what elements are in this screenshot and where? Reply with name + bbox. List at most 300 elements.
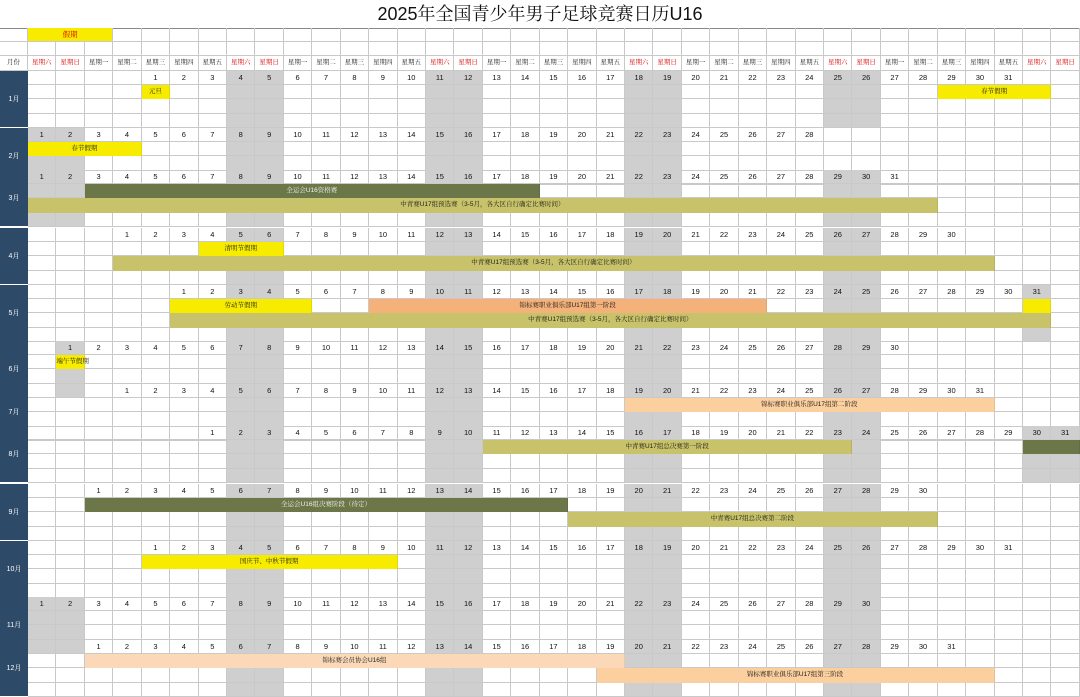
day-cell[interactable]: 4	[255, 285, 283, 299]
day-cell[interactable]: 26	[796, 640, 824, 654]
day-cell[interactable]: 9	[369, 71, 397, 85]
day-cell[interactable]: 21	[682, 384, 710, 398]
day-cell[interactable]: 29	[852, 341, 880, 355]
day-cell[interactable]: 22	[739, 541, 767, 555]
day-cell[interactable]: 11	[483, 426, 511, 440]
day-cell[interactable]: 31	[966, 384, 994, 398]
day-cell[interactable]: 24	[682, 597, 710, 611]
day-cell[interactable]: 15	[426, 597, 454, 611]
day-cell[interactable]: 3	[142, 640, 170, 654]
day-cell[interactable]: 20	[653, 384, 681, 398]
day-cell[interactable]: 13	[426, 484, 454, 498]
day-cell[interactable]: 25	[796, 384, 824, 398]
day-cell[interactable]: 15	[597, 426, 625, 440]
day-cell[interactable]: 6	[227, 640, 255, 654]
day-cell[interactable]: 4	[142, 341, 170, 355]
day-cell[interactable]: 22	[739, 71, 767, 85]
day-cell[interactable]: 13	[454, 228, 482, 242]
day-cell[interactable]: 23	[710, 640, 738, 654]
day-cell[interactable]: 21	[767, 426, 795, 440]
day-cell[interactable]: 3	[199, 71, 227, 85]
day-cell[interactable]: 12	[454, 541, 482, 555]
day-cell[interactable]: 18	[568, 484, 596, 498]
day-cell[interactable]: 29	[909, 228, 937, 242]
day-cell[interactable]: 6	[255, 384, 283, 398]
day-cell[interactable]: 15	[483, 484, 511, 498]
day-cell[interactable]: 20	[597, 341, 625, 355]
day-cell[interactable]: 18	[540, 341, 568, 355]
day-cell[interactable]: 23	[653, 597, 681, 611]
day-cell[interactable]: 17	[625, 285, 653, 299]
day-cell[interactable]: 29	[824, 597, 852, 611]
day-cell[interactable]: 8	[398, 426, 426, 440]
day-cell[interactable]: 8	[227, 128, 255, 142]
day-cell[interactable]: 23	[653, 170, 681, 184]
day-cell[interactable]: 29	[881, 640, 909, 654]
day-cell[interactable]: 29	[881, 484, 909, 498]
day-cell[interactable]: 23	[653, 128, 681, 142]
day-cell[interactable]: 30	[966, 71, 994, 85]
day-cell[interactable]: 17	[568, 384, 596, 398]
day-cell[interactable]: 25	[824, 541, 852, 555]
day-cell[interactable]: 29	[966, 285, 994, 299]
day-cell[interactable]: 10	[284, 597, 312, 611]
day-cell[interactable]: 25	[852, 285, 880, 299]
day-cell[interactable]: 28	[852, 640, 880, 654]
day-cell[interactable]: 11	[426, 71, 454, 85]
day-cell[interactable]: 16	[483, 341, 511, 355]
day-cell[interactable]: 2	[170, 71, 198, 85]
day-cell[interactable]: 12	[398, 484, 426, 498]
day-cell[interactable]: 28	[938, 285, 966, 299]
day-cell[interactable]: 17	[597, 541, 625, 555]
day-cell[interactable]: 25	[881, 426, 909, 440]
day-cell[interactable]: 29	[938, 541, 966, 555]
day-cell[interactable]: 28	[796, 170, 824, 184]
day-cell[interactable]: 16	[597, 285, 625, 299]
day-cell[interactable]: 10	[426, 285, 454, 299]
day-cell[interactable]: 22	[710, 228, 738, 242]
day-cell[interactable]: 24	[682, 128, 710, 142]
day-cell[interactable]: 8	[227, 597, 255, 611]
day-cell[interactable]: 25	[739, 341, 767, 355]
day-cell[interactable]: 13	[369, 128, 397, 142]
day-cell[interactable]: 9	[255, 128, 283, 142]
day-cell[interactable]: 26	[739, 170, 767, 184]
day-cell[interactable]: 30	[995, 285, 1023, 299]
day-cell[interactable]: 30	[909, 640, 937, 654]
day-cell[interactable]: 5	[312, 426, 340, 440]
day-cell[interactable]: 23	[682, 341, 710, 355]
day-cell[interactable]: 27	[767, 597, 795, 611]
day-cell[interactable]: 17	[483, 170, 511, 184]
day-cell[interactable]: 15	[540, 541, 568, 555]
day-cell[interactable]: 21	[739, 285, 767, 299]
day-cell[interactable]: 8	[284, 484, 312, 498]
day-cell[interactable]: 12	[341, 170, 369, 184]
day-cell[interactable]: 28	[909, 71, 937, 85]
day-cell[interactable]: 16	[511, 484, 539, 498]
day-cell[interactable]: 12	[426, 384, 454, 398]
day-cell[interactable]: 31	[1051, 426, 1079, 440]
day-cell[interactable]: 8	[255, 341, 283, 355]
day-cell[interactable]: 12	[454, 71, 482, 85]
day-cell[interactable]: 5	[170, 341, 198, 355]
day-cell[interactable]: 18	[511, 597, 539, 611]
day-cell[interactable]: 2	[142, 228, 170, 242]
day-cell[interactable]: 18	[568, 640, 596, 654]
day-cell[interactable]: 30	[1023, 426, 1051, 440]
day-cell[interactable]: 18	[597, 384, 625, 398]
day-cell[interactable]: 4	[170, 640, 198, 654]
day-cell[interactable]: 8	[369, 285, 397, 299]
day-cell[interactable]: 9	[255, 170, 283, 184]
day-cell[interactable]: 21	[653, 640, 681, 654]
day-cell[interactable]: 1	[142, 71, 170, 85]
day-cell[interactable]: 28	[966, 426, 994, 440]
day-cell[interactable]: 11	[312, 128, 340, 142]
day-cell[interactable]: 7	[227, 341, 255, 355]
day-cell[interactable]: 24	[739, 640, 767, 654]
day-cell[interactable]: 1	[113, 384, 141, 398]
day-cell[interactable]: 21	[597, 597, 625, 611]
day-cell[interactable]: 19	[710, 426, 738, 440]
day-cell[interactable]: 2	[142, 384, 170, 398]
day-cell[interactable]: 10	[369, 384, 397, 398]
day-cell[interactable]: 23	[767, 541, 795, 555]
day-cell[interactable]: 28	[881, 228, 909, 242]
day-cell[interactable]: 14	[483, 228, 511, 242]
day-cell[interactable]: 21	[625, 341, 653, 355]
day-cell[interactable]: 14	[454, 484, 482, 498]
day-cell[interactable]: 27	[796, 341, 824, 355]
day-cell[interactable]: 1	[113, 228, 141, 242]
day-cell[interactable]: 27	[824, 640, 852, 654]
day-cell[interactable]: 18	[511, 170, 539, 184]
day-cell[interactable]: 4	[199, 384, 227, 398]
day-cell[interactable]: 2	[85, 341, 113, 355]
day-cell[interactable]: 16	[625, 426, 653, 440]
day-cell[interactable]: 24	[852, 426, 880, 440]
day-cell[interactable]: 6	[255, 228, 283, 242]
day-cell[interactable]: 4	[284, 426, 312, 440]
day-cell[interactable]: 25	[710, 170, 738, 184]
day-cell[interactable]: 16	[568, 541, 596, 555]
day-cell[interactable]: 24	[824, 285, 852, 299]
day-cell[interactable]: 18	[511, 128, 539, 142]
day-cell[interactable]: 6	[170, 128, 198, 142]
day-cell[interactable]: 22	[682, 640, 710, 654]
day-cell[interactable]: 23	[739, 384, 767, 398]
day-cell[interactable]: 4	[113, 170, 141, 184]
day-cell[interactable]: 14	[511, 71, 539, 85]
day-cell[interactable]: 6	[227, 484, 255, 498]
day-cell[interactable]: 14	[511, 541, 539, 555]
day-cell[interactable]: 26	[739, 128, 767, 142]
day-cell[interactable]: 28	[852, 484, 880, 498]
day-cell[interactable]: 25	[824, 71, 852, 85]
day-cell[interactable]: 25	[710, 128, 738, 142]
day-cell[interactable]: 8	[312, 228, 340, 242]
day-cell[interactable]: 24	[767, 384, 795, 398]
day-cell[interactable]: 23	[739, 228, 767, 242]
day-cell[interactable]: 3	[113, 341, 141, 355]
day-cell[interactable]: 19	[597, 640, 625, 654]
day-cell[interactable]: 12	[483, 285, 511, 299]
day-cell[interactable]: 3	[85, 597, 113, 611]
day-cell[interactable]: 1	[28, 597, 56, 611]
day-cell[interactable]: 6	[312, 285, 340, 299]
day-cell[interactable]: 26	[909, 426, 937, 440]
day-cell[interactable]: 30	[852, 170, 880, 184]
day-cell[interactable]: 13	[454, 384, 482, 398]
day-cell[interactable]: 6	[199, 341, 227, 355]
day-cell[interactable]: 31	[881, 170, 909, 184]
day-cell[interactable]: 20	[710, 285, 738, 299]
day-cell[interactable]: 30	[852, 597, 880, 611]
day-cell[interactable]: 25	[767, 640, 795, 654]
day-cell[interactable]: 24	[739, 484, 767, 498]
day-cell[interactable]: 26	[852, 71, 880, 85]
day-cell[interactable]: 8	[341, 71, 369, 85]
day-cell[interactable]: 5	[199, 640, 227, 654]
day-cell[interactable]: 7	[312, 541, 340, 555]
day-cell[interactable]: 31	[1023, 285, 1051, 299]
day-cell[interactable]: 6	[284, 71, 312, 85]
day-cell[interactable]: 15	[454, 341, 482, 355]
day-cell[interactable]: 16	[568, 71, 596, 85]
day-cell[interactable]: 5	[142, 597, 170, 611]
day-cell[interactable]: 16	[540, 228, 568, 242]
day-cell[interactable]: 7	[284, 384, 312, 398]
day-cell[interactable]: 15	[540, 71, 568, 85]
day-cell[interactable]: 7	[369, 426, 397, 440]
day-cell[interactable]: 5	[142, 128, 170, 142]
day-cell[interactable]: 16	[540, 384, 568, 398]
day-cell[interactable]: 17	[511, 341, 539, 355]
day-cell[interactable]: 19	[625, 384, 653, 398]
day-cell[interactable]: 20	[682, 71, 710, 85]
day-cell[interactable]: 13	[511, 285, 539, 299]
day-cell[interactable]: 25	[796, 228, 824, 242]
day-cell[interactable]: 1	[170, 285, 198, 299]
day-cell[interactable]: 22	[625, 128, 653, 142]
day-cell[interactable]: 29	[909, 384, 937, 398]
day-cell[interactable]: 28	[909, 541, 937, 555]
day-cell[interactable]: 27	[852, 384, 880, 398]
day-cell[interactable]: 12	[369, 341, 397, 355]
day-cell[interactable]: 2	[199, 285, 227, 299]
day-cell[interactable]: 18	[597, 228, 625, 242]
day-cell[interactable]: 19	[540, 170, 568, 184]
day-cell[interactable]: 20	[568, 170, 596, 184]
day-cell[interactable]: 11	[426, 541, 454, 555]
day-cell[interactable]: 5	[255, 541, 283, 555]
day-cell[interactable]: 16	[454, 597, 482, 611]
day-cell[interactable]: 16	[511, 640, 539, 654]
day-cell[interactable]: 26	[796, 484, 824, 498]
day-cell[interactable]: 14	[426, 341, 454, 355]
day-cell[interactable]: 19	[597, 484, 625, 498]
day-cell[interactable]: 31	[995, 541, 1023, 555]
day-cell[interactable]: 20	[568, 597, 596, 611]
day-cell[interactable]: 15	[426, 170, 454, 184]
day-cell[interactable]: 11	[369, 640, 397, 654]
day-cell[interactable]: 18	[682, 426, 710, 440]
day-cell[interactable]: 26	[739, 597, 767, 611]
day-cell[interactable]: 22	[625, 597, 653, 611]
day-cell[interactable]: 18	[653, 285, 681, 299]
day-cell[interactable]: 6	[341, 426, 369, 440]
day-cell[interactable]: 13	[426, 640, 454, 654]
day-cell[interactable]: 14	[454, 640, 482, 654]
day-cell[interactable]: 2	[56, 128, 84, 142]
day-cell[interactable]: 23	[824, 426, 852, 440]
day-cell[interactable]: 13	[398, 341, 426, 355]
day-cell[interactable]: 26	[881, 285, 909, 299]
day-cell[interactable]: 8	[341, 541, 369, 555]
day-cell[interactable]: 10	[284, 170, 312, 184]
day-cell[interactable]: 6	[170, 170, 198, 184]
day-cell[interactable]: 1	[142, 541, 170, 555]
day-cell[interactable]: 29	[995, 426, 1023, 440]
day-cell[interactable]: 9	[369, 541, 397, 555]
day-cell[interactable]: 2	[56, 170, 84, 184]
day-cell[interactable]: 13	[483, 541, 511, 555]
day-cell[interactable]: 22	[625, 170, 653, 184]
day-cell[interactable]: 1	[28, 128, 56, 142]
day-cell[interactable]: 9	[312, 484, 340, 498]
day-cell[interactable]: 21	[710, 71, 738, 85]
day-cell[interactable]: 8	[312, 384, 340, 398]
day-cell[interactable]: 22	[653, 341, 681, 355]
day-cell[interactable]: 29	[824, 170, 852, 184]
day-cell[interactable]: 18	[625, 541, 653, 555]
day-cell[interactable]: 5	[142, 170, 170, 184]
day-cell[interactable]: 28	[881, 384, 909, 398]
day-cell[interactable]: 10	[284, 128, 312, 142]
day-cell[interactable]: 15	[426, 128, 454, 142]
day-cell[interactable]: 14	[398, 170, 426, 184]
day-cell[interactable]: 14	[568, 426, 596, 440]
day-cell[interactable]: 3	[170, 228, 198, 242]
day-cell[interactable]: 17	[653, 426, 681, 440]
day-cell[interactable]: 27	[881, 71, 909, 85]
day-cell[interactable]: 27	[767, 128, 795, 142]
day-cell[interactable]: 21	[597, 128, 625, 142]
day-cell[interactable]: 7	[199, 128, 227, 142]
day-cell[interactable]: 27	[767, 170, 795, 184]
day-cell[interactable]: 24	[767, 228, 795, 242]
day-cell[interactable]: 27	[938, 426, 966, 440]
day-cell[interactable]: 5	[255, 71, 283, 85]
day-cell[interactable]: 15	[483, 640, 511, 654]
day-cell[interactable]: 6	[170, 597, 198, 611]
day-cell[interactable]: 20	[739, 426, 767, 440]
day-cell[interactable]: 10	[398, 541, 426, 555]
day-cell[interactable]: 30	[938, 228, 966, 242]
day-cell[interactable]: 22	[682, 484, 710, 498]
day-cell[interactable]: 3	[255, 426, 283, 440]
day-cell[interactable]: 25	[767, 484, 795, 498]
day-cell[interactable]: 14	[398, 597, 426, 611]
day-cell[interactable]: 3	[170, 384, 198, 398]
day-cell[interactable]: 20	[625, 484, 653, 498]
day-cell[interactable]: 1	[199, 426, 227, 440]
day-cell[interactable]: 30	[909, 484, 937, 498]
day-cell[interactable]: 7	[255, 640, 283, 654]
day-cell[interactable]: 10	[398, 71, 426, 85]
day-cell[interactable]: 12	[426, 228, 454, 242]
day-cell[interactable]: 1	[85, 484, 113, 498]
day-cell[interactable]: 13	[483, 71, 511, 85]
day-cell[interactable]: 27	[824, 484, 852, 498]
day-cell[interactable]: 17	[568, 228, 596, 242]
day-cell[interactable]: 24	[796, 71, 824, 85]
day-cell[interactable]: 13	[369, 597, 397, 611]
day-cell[interactable]: 15	[568, 285, 596, 299]
day-cell[interactable]: 30	[966, 541, 994, 555]
day-cell[interactable]: 19	[540, 597, 568, 611]
day-cell[interactable]: 30	[881, 341, 909, 355]
day-cell[interactable]: 1	[85, 640, 113, 654]
day-cell[interactable]: 17	[483, 128, 511, 142]
day-cell[interactable]: 10	[454, 426, 482, 440]
day-cell[interactable]: 23	[767, 71, 795, 85]
day-cell[interactable]: 11	[398, 228, 426, 242]
day-cell[interactable]: 16	[454, 128, 482, 142]
day-cell[interactable]: 26	[767, 341, 795, 355]
day-cell[interactable]: 22	[767, 285, 795, 299]
day-cell[interactable]: 9	[312, 640, 340, 654]
day-cell[interactable]: 20	[653, 228, 681, 242]
day-cell[interactable]: 24	[710, 341, 738, 355]
day-cell[interactable]: 10	[312, 341, 340, 355]
day-cell[interactable]: 4	[170, 484, 198, 498]
day-cell[interactable]: 12	[511, 426, 539, 440]
day-cell[interactable]: 2	[56, 597, 84, 611]
day-cell[interactable]: 10	[369, 228, 397, 242]
day-cell[interactable]: 17	[483, 597, 511, 611]
day-cell[interactable]: 19	[653, 541, 681, 555]
day-cell[interactable]: 9	[398, 285, 426, 299]
day-cell[interactable]: 12	[341, 128, 369, 142]
day-cell[interactable]: 19	[568, 341, 596, 355]
day-cell[interactable]: 21	[597, 170, 625, 184]
day-cell[interactable]: 2	[113, 640, 141, 654]
day-cell[interactable]: 28	[824, 341, 852, 355]
day-cell[interactable]: 29	[938, 71, 966, 85]
day-cell[interactable]: 11	[312, 597, 340, 611]
day-cell[interactable]: 26	[852, 541, 880, 555]
day-cell[interactable]: 14	[483, 384, 511, 398]
day-cell[interactable]: 25	[710, 597, 738, 611]
day-cell[interactable]: 20	[682, 541, 710, 555]
day-cell[interactable]: 1	[28, 170, 56, 184]
day-cell[interactable]: 2	[227, 426, 255, 440]
day-cell[interactable]: 21	[653, 484, 681, 498]
day-cell[interactable]: 27	[881, 541, 909, 555]
day-cell[interactable]: 28	[796, 128, 824, 142]
day-cell[interactable]: 15	[511, 228, 539, 242]
day-cell[interactable]: 24	[682, 170, 710, 184]
day-cell[interactable]: 24	[796, 541, 824, 555]
day-cell[interactable]: 26	[824, 228, 852, 242]
day-cell[interactable]: 11	[398, 384, 426, 398]
day-cell[interactable]: 10	[341, 484, 369, 498]
day-cell[interactable]: 16	[454, 170, 482, 184]
day-cell[interactable]: 21	[682, 228, 710, 242]
